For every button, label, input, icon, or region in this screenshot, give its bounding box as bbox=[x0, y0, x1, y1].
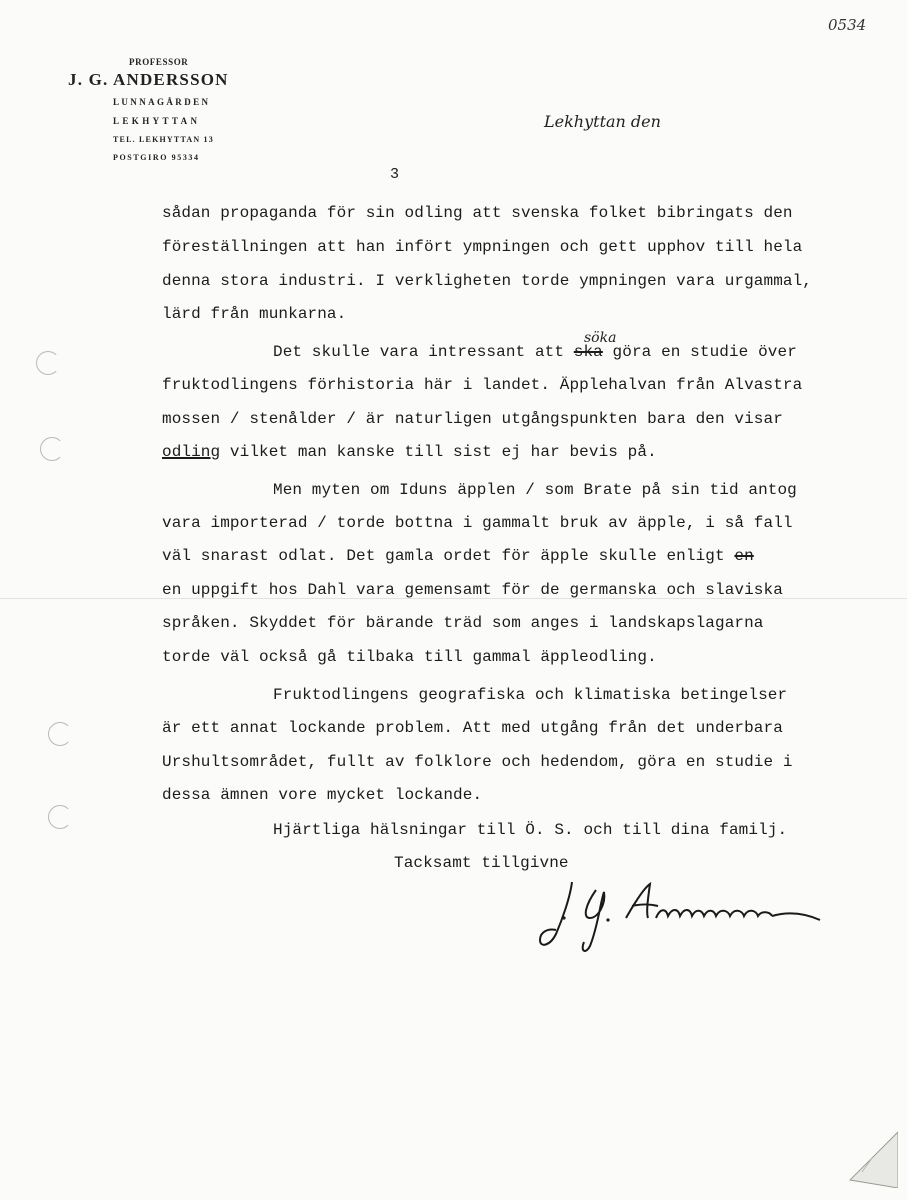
body-line: språken. Skyddet för bärande träd som anges i landskapslagarna bbox=[162, 614, 764, 632]
closing-line: Tacksamt tillgivne bbox=[394, 854, 569, 872]
body-line: lärd från munkarna. bbox=[162, 305, 347, 323]
body-line: Fruktodlingens geografiska och klimatiska betingelser bbox=[273, 686, 788, 704]
body-line: Urshultsområdet, fullt av folklore och hedendom, göra en studie i bbox=[162, 753, 793, 771]
signature bbox=[534, 868, 824, 958]
body-line: vara importerad / torde bottna i gammalt bruk av äpple, i så fall bbox=[162, 514, 793, 532]
body-line bbox=[162, 443, 657, 461]
archive-number: 0534 bbox=[828, 16, 867, 34]
dog-ear-corner bbox=[842, 1128, 898, 1188]
body-line: denna stora industri. I verkligheten torde ympningen vara urgammal, bbox=[162, 272, 813, 290]
body-line: mossen / stenålder / är naturligen utgångspunkten bara den visar bbox=[162, 410, 783, 428]
body-line: en uppgift hos Dahl vara gemensamt för de germanska och slaviska bbox=[162, 581, 783, 599]
greeting-line: Hjärtliga hälsningar till Ö. S. och till dina familj. bbox=[273, 821, 788, 839]
letterhead-address-town: LEKHYTTAN bbox=[113, 116, 201, 126]
punch-hole-mark bbox=[48, 805, 72, 829]
letterhead-name: J. G. ANDERSSON bbox=[68, 70, 229, 89]
page-number: 3 bbox=[390, 166, 400, 183]
body-line: sådan propaganda för sin odling att svenska folket bibringats den bbox=[162, 204, 793, 222]
body-line bbox=[162, 547, 754, 565]
punch-hole-mark bbox=[40, 437, 64, 461]
letterhead-phone: TEL. LEKHYTTAN 13 bbox=[113, 135, 214, 144]
struck-word: ska bbox=[573, 343, 603, 361]
punch-hole-mark bbox=[48, 722, 72, 746]
handwritten-insertion: söka bbox=[584, 330, 617, 346]
letterhead-postgiro: POSTGIRO 95334 bbox=[113, 153, 200, 162]
body-line bbox=[273, 343, 797, 361]
letterhead-title: PROFESSOR bbox=[129, 57, 189, 67]
struck-word: en bbox=[734, 547, 754, 565]
letterhead-address-estate: LUNNAGÅRDEN bbox=[113, 97, 211, 107]
body-text: väl snarast odlat. Det gamla ordet för äpple skulle enligt bbox=[162, 547, 735, 565]
body-text: Det skulle vara intressant att bbox=[273, 343, 574, 361]
body-text: vilket man kanske till sist ej har bevis på. bbox=[220, 443, 657, 461]
body-line: fruktodlingens förhistoria här i landet. Äpplehalvan från Alvastra bbox=[162, 376, 803, 394]
dateline: Lekhyttan den bbox=[544, 112, 661, 131]
punch-hole-mark bbox=[36, 351, 60, 375]
body-text: göra en studie över bbox=[602, 343, 797, 361]
body-line: dessa ämnen vore mycket lockande. bbox=[162, 786, 483, 804]
body-line: är ett annat lockande problem. Att med utgång från det underbara bbox=[162, 719, 783, 737]
underlined-word: odling bbox=[162, 443, 221, 461]
body-line: torde väl också gå tilbaka till gammal äppleodling. bbox=[162, 648, 657, 666]
body-line: Men myten om Iduns äpplen / som Brate på sin tid antog bbox=[273, 481, 797, 499]
body-line: föreställningen att han infört ympningen och gett upphov till hela bbox=[162, 238, 803, 256]
